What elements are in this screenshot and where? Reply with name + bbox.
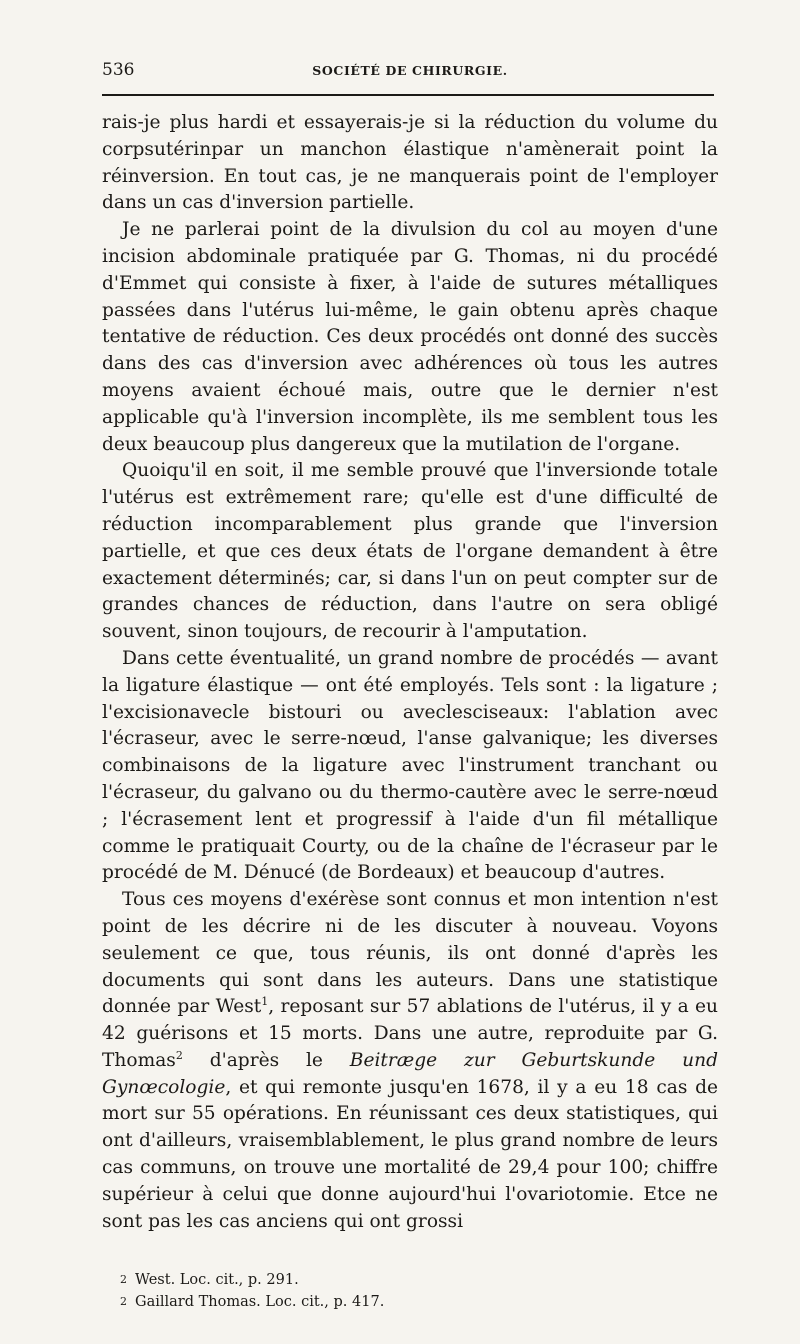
- footnotes: [102, 1269, 718, 1313]
- footnote-mark: 2: [120, 1273, 127, 1287]
- running-head: SOCIÉTÉ DE CHIRURGIE.: [312, 63, 508, 78]
- page-header: [102, 60, 718, 84]
- paragraph: Dans cette éventualité, un grand nombre de procédés — avant la ligature élastique — ont été employés. Tels sont : la ligature ; l'excisionavecle bistouri ou aveclesciseaux: l'ablation avec l'écraseur, avec le serre-nœud, l'anse galvanique; les diverses combinaisons de la ligature avec l'instrument tranchant ou l'écraseur, du galvano ou du thermo-cautère avec le serre-nœud ; l'écrasement lent et progressif à l'aide d'un fil métallique comme le pratiquait Courty, ou de la chaîne de l'écraseur par le procédé de M. Dénucé (de Bordeaux) et beaucoup d'autres.: [102, 647, 718, 884]
- footnote: [120, 1291, 718, 1313]
- footnote-ref: 1: [261, 995, 269, 1009]
- footnote-ref: 2: [175, 1048, 183, 1062]
- text-run: Tous ces moyens d'exérèse sont connus et mon intention n'est point de les décrire ni de les discuter à nouveau. Voyons seulement ce que, tous réunis, ils ont donné d'après les documents qui sont dans les auteurs. Dans une statistique donnée par West: [102, 889, 718, 1018]
- footnote: [120, 1269, 718, 1291]
- italic-title: Beitræge zur Geburtskunde und Gynœcologie: [102, 1049, 718, 1098]
- book-page: [102, 60, 718, 1313]
- text-run: , reposant sur 57 ablations de l'utérus, il y a eu 42 guérisons et 15 morts. Dans une autre, reproduite par G. Thomas: [102, 996, 718, 1071]
- body-text: [102, 110, 718, 1235]
- footnote-text: West. Loc. cit., p. 291.: [135, 1272, 299, 1289]
- text-run: d'après le: [182, 1049, 350, 1071]
- paragraph-continuation: rais-je plus hardi et essayerais-je si la réduction du volume du corpsutérinpar un manchon élastique n'amènerait point la réinversion. En tout cas, je ne manquerais point de l'employer dans un cas d'inversion partielle.: [102, 112, 718, 214]
- paragraph-statistics: [102, 887, 718, 1235]
- page-number: 536: [102, 60, 135, 80]
- paragraph: Quoiqu'il en soit, il me semble prouvé que l'inversionde totale l'utérus est extrêmement rare; qu'elle est d'une difficulté de réduction incomparablement plus grande que l'inversion partielle, et que ces deux états de l'organe demandent à être exactement déterminés; car, si dans l'un on peut compter sur de grandes chances de réduction, dans l'autre on sera obligé souvent, sinon toujours, de recourir à l'amputation.: [102, 460, 718, 643]
- footnote-mark: 2: [120, 1295, 127, 1309]
- header-rule: [102, 94, 714, 96]
- text-run: , et qui remonte jusqu'en 1678, il y a eu 18 cas de mort sur 55 opérations. En réunissant ces deux statistiques, qui ont d'ailleurs, vraisemblablement, le plus grand nombre de leurs cas communs, on trouve une mortalité de 29,4 pour 100; chiffre supérieur à celui que donne aujourd'hui l'ovariotomie. Etce ne sont pas les cas anciens qui ont grossi: [102, 1076, 718, 1232]
- footnote-text: Gaillard Thomas. Loc. cit., p. 417.: [135, 1294, 385, 1311]
- paragraph: Je ne parlerai point de la divulsion du col au moyen d'une incision abdominale pratiquée par G. Thomas, ni du procédé d'Emmet qui consiste à fixer, à l'aide de sutures métalliques passées dans l'utérus lui-même, le gain obtenu après chaque tentative de réduction. Ces deux procédés ont donné des succès dans des cas d'inversion avec adhérences où tous les autres moyens avaient échoué mais, outre que le dernier n'est applicable qu'à l'inversion incomplète, ils me semblent tous les deux beaucoup plus dangereux que la mutilation de l'organe.: [102, 219, 718, 455]
